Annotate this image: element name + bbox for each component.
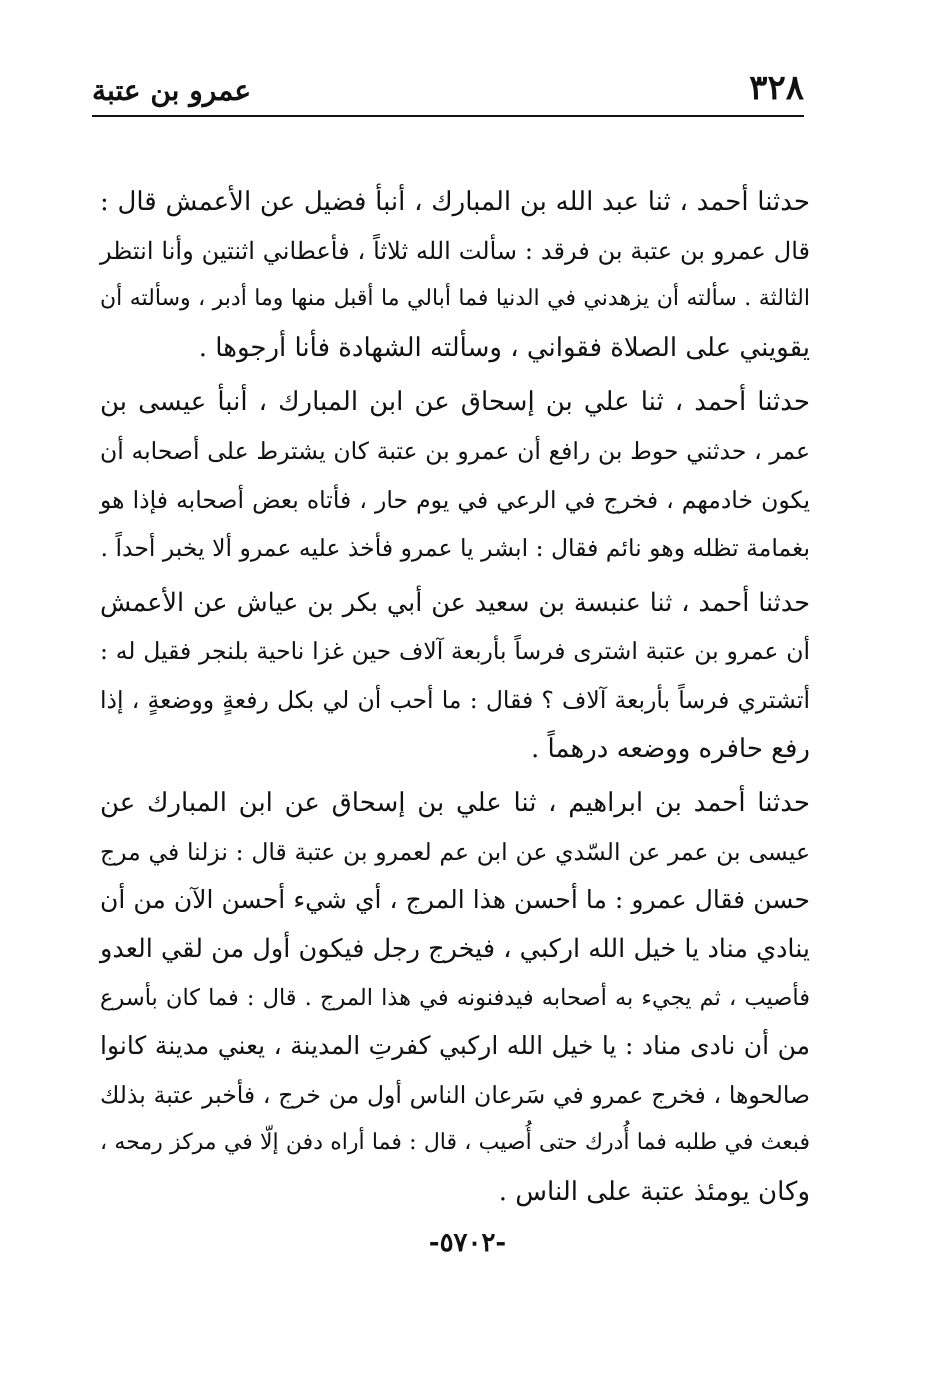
paragraph <box>100 178 810 372</box>
text-line: بغمامة تظله وهو نائم فقال : ابشر يا عمرو فأخذ عليه عمرو ألا يخبر أحداً . <box>100 534 810 563</box>
body-text <box>100 178 810 1222</box>
paragraph <box>100 378 810 572</box>
text-line: يقويني على الصلاة فقواني ، وسألته الشهادة فأنا أرجوها . <box>198 332 810 363</box>
page-number: ٣٢٨ <box>749 68 804 108</box>
paragraph <box>100 779 810 1216</box>
text-line: حدثنا أحمد ، ثنا علي بن إسحاق عن ابن المبارك ، أنبأ عيسى بن <box>100 387 810 418</box>
text-line: فبعث في طلبه فما أُدرك حتى أُصيب ، قال : فما أراه دفن إلّا في مركز رمحه ، <box>100 1130 810 1156</box>
text-line: من أن نادى مناد : يا خيل الله اركبي كفرتِ المدينة ، يعني مدينة كانوا <box>100 1031 810 1061</box>
text-line: وكان يومئذ عتبة على الناس . <box>498 1176 810 1207</box>
header-rule <box>92 115 804 117</box>
text-line: قال عمرو بن عتبة بن فرقد : سألت الله ثلاثاً ، فأعطاني اثنتين وأنا انتظر <box>100 236 810 265</box>
text-line: حدثنا أحمد ، ثنا عنبسة بن سعيد عن أبي بكر بن عياش عن الأعمش <box>100 587 810 618</box>
text-line: صالحوها ، فخرج عمرو في سَرعان الناس أول من خرج ، فأخبر عتبة بذلك <box>100 1080 810 1109</box>
text-line: أتشتري فرساً بأربعة آلاف ؟ فقال : ما أحب أن لي بكل رفعةٍ ووضعةٍ ، إذا <box>100 685 810 714</box>
text-line: رفع حافره ووضعه درهماً . <box>530 733 810 764</box>
running-title: عمرو بن عتبة <box>92 74 252 107</box>
text-line: فأصيب ، ثم يجيء به أصحابه فيدفنونه في هذا المرج . قال : فما كان بأسرع <box>100 984 810 1011</box>
text-line: أن عمرو بن عتبة اشترى فرساً بأربعة آلاف حين غزا ناحية بلنجر فقيل له : <box>100 637 810 666</box>
text-line: عيسى بن عمر عن السّدي عن ابن عم لعمرو بن عتبة قال : نزلنا في مرج <box>100 837 810 866</box>
text-line: حدثنا أحمد ، ثنا عبد الله بن المبارك ، أنبأ فضيل عن الأعمش قال : <box>100 187 810 217</box>
page-header <box>92 66 804 116</box>
text-line: حدثنا أحمد بن ابراهيم ، ثنا علي بن إسحاق عن ابن المبارك عن <box>100 788 810 819</box>
text-line: عمر ، حدثني حوط بن رافع أن عمرو بن عتبة كان يشترط على أصحابه أن <box>100 436 810 465</box>
text-line: حسن فقال عمرو : ما أحسن هذا المرج ، أي شيء أحسن الآن من أن <box>100 885 810 915</box>
text-line: ينادي مناد يا خيل الله اركبي ، فيخرج رجل فيكون أول من لقي العدو <box>100 933 810 964</box>
page-footer-number: -٥٧٠٢- <box>428 1228 507 1258</box>
text-line: الثالثة . سألته أن يزهدني في الدنيا فما أبالي ما أقبل منها وما أدبر ، وسألته أن <box>100 286 810 312</box>
paragraph <box>100 579 810 773</box>
text-line: يكون خادمهم ، فخرج في الرعي في يوم حار ، فأتاه بعض أصحابه فإذا هو <box>100 485 810 514</box>
